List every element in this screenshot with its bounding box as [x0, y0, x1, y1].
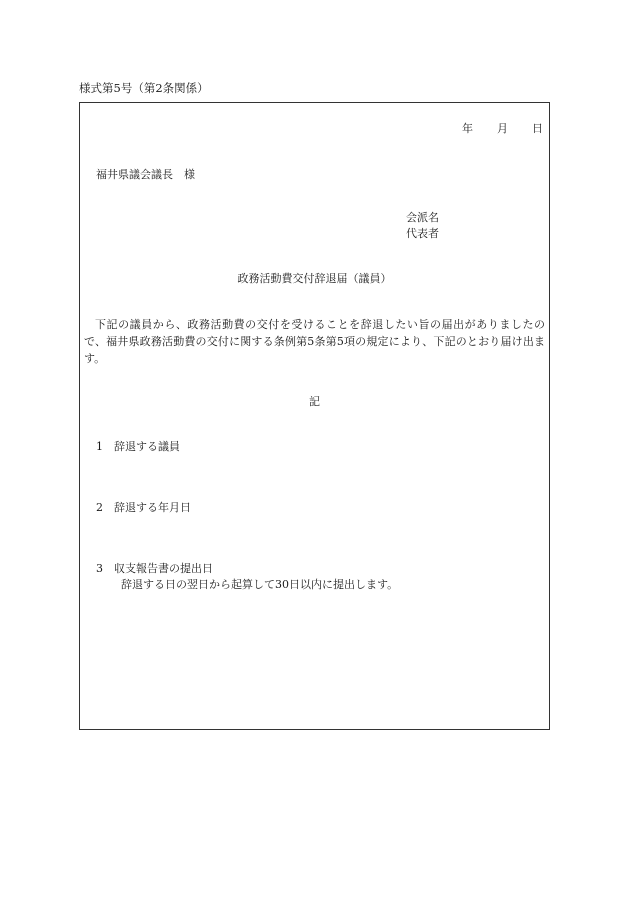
date-line — [462, 120, 543, 136]
item-note: 辞退する日の翌日から起算して30日以内に提出します。 — [121, 578, 399, 591]
faction-block — [406, 210, 439, 242]
item-report-submission-date — [96, 560, 213, 576]
representative-label: 代表者 — [406, 227, 439, 240]
item-label: 辞退する年月日 — [114, 501, 191, 514]
item-label: 辞退する議員 — [114, 440, 180, 453]
faction-name-label: 会派名 — [406, 211, 439, 224]
item-label: 収支報告書の提出日 — [114, 562, 213, 575]
item-withdrawal-date — [96, 499, 191, 515]
month-label: 月 — [497, 122, 508, 135]
ki-heading: 記 — [309, 395, 320, 408]
addressee: 福井県議会議長 様 — [96, 168, 195, 181]
item-withdrawing-member — [96, 438, 180, 454]
item-number: 2 — [96, 501, 103, 514]
item-number: 3 — [96, 562, 103, 575]
day-label: 日 — [532, 122, 543, 135]
year-label: 年 — [462, 122, 473, 135]
item-number: 1 — [96, 440, 103, 453]
document-title: 政務活動費交付辞退届（議員） — [237, 272, 392, 285]
form-frame — [79, 102, 550, 730]
form-number: 様式第5号（第2条関係） — [79, 81, 209, 95]
body-paragraph: 下記の議員から、政務活動費の交付を受けることを辞退したい旨の届出がありましたので、福井県政務活動費の交付に関する条例第5条第5項の規定により、下記のとおり届け出ます。 — [84, 318, 545, 365]
